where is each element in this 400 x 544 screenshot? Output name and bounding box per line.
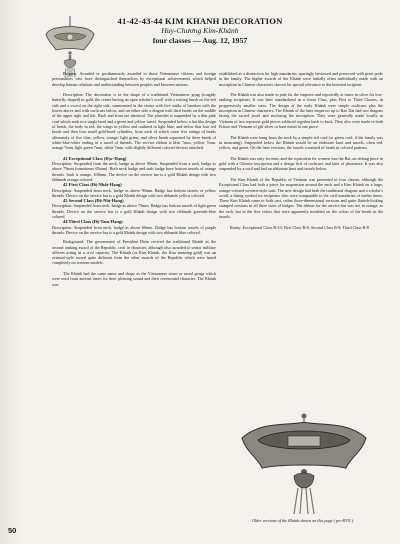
page-title: 41-42-43-44 KIM KHANH DECORATION: [117, 16, 283, 26]
continuation-paragraph: The Khánh had the same name and shape as the Vietnamese stone or metal gongs which were used from ancient times for their pleasing sound and their ceremonial character. The Khánh was: [52, 270, 216, 287]
description-paragraph: Description: The decoration is in the shape of a traditional Vietnamese gong (roughly butterfly shaped) in gold, the center having an open scholar's scroll with a writing brush on the left side and a sword on the right side, surmounted in the center with five stalks of bamboo with the leaves above and with curlicues below, and on either side a dragon with their heads on the middle of the upper right and left. Back and front are identical. The planchet is suspended by a thin pink cord which ends in a single bead and a green and yellow tassel. Suspended below, a hat like design of beads, the body in red, the wings in yellow and outlined in light blue, and below that four red beads and then four small gold-lined cylinders, from each of which come five strings of beads alternately of five blue, yellow, orange, light green, and silver beads separated by three beads of white-blue-white ending in a tassel of threads. The service ribbon is blue 7mm, yellow 7mm, orange 7mm, light green 7mm, white 7mm, with slightly different colored devices attached.: [52, 92, 216, 151]
class-42-description: Description: Suspended from neck, badge as above 90mm. Badge has bottom tassels of yellow threads. Device on the service bar is a gold Khánh design with two ribbands yellow colored.: [52, 187, 216, 198]
right-paragraph-4: The Khánh was only for men, and the equivalent for women was the Bai, an oblong piece in gold with a Chinese inscription and a design first of curlicues and later of phoenixes. It was also suspended by a cord and had an elaborate knot and tassels below.: [219, 155, 383, 172]
right-paragraph-3: The Khánh were hung from the neck by a simple red cord (or green cord, if the family was in mourning). Suspended below the Khánh would be an elaborate knot and tassels, often red, yellow, and green. On the later versions, the tassels consisted of beads in colored patterns.: [219, 134, 383, 151]
class-42-heading: 42 First Class (Đệ-Nhất-Hạng): [63, 182, 122, 188]
page-subtitle: Huy-Chương Kim-Khánh: [161, 26, 239, 35]
class-44-description: Description: Suspended from neck, badge as above 60mm. Badge has bottom tassels of purple threads. Device on the service bar is a gold Khánh design with two ribbands blue colored.: [52, 224, 216, 235]
right-paragraph-5: The Kim Khánh of the Republic of Vietnam was presented in four classes, although the Exceptional Class had both a piece for suspension around the neck and a Kim Khánh on a large, orange-colored western-style sash. The new design had both the traditional dragons and a scholar's scroll, a fitting symbol for recipients who were comparable to the civil mandarins of earlier times. These Kim Khánh came in both cast, rather three-dimensional versions and quite flattish-looking stamped versions in all three sizes of badges. The ribbon for the service bar was not in orange, as the sash, but in the five colors that were apparently modeled on the colors of the beads in the tassels.: [219, 176, 383, 220]
page-header: [0, 16, 400, 46]
class-44-heading: 44 Third Class (Đệ-Tam-Hạng): [63, 219, 123, 225]
background-paragraph: Background: The government of President Diem revived the traditional Khánh as the second ranking award of the Republic, civil in character, although also awarded to senior military officers acting in a civil capacity. The Khánh (or Kim Khánh, the Kim meaning gold) was an oriental-style award quite different from the other awards of the Republic which were based completely on western models.: [52, 239, 216, 266]
older-khanh-photo: [222, 412, 386, 516]
class-41-heading: 41 Exceptional Class (Đặc-Hạng): [63, 155, 127, 161]
right-paragraph-2: The Khánh was also made in jade for the emperor and reportedly at times in silver for low-ranking recipients. It was later standardized in a Great Class, plus First to Third Classes, in progressively smaller sizes. The design of the early Khánh were simple curlicues plus the inscription in Chinese characters. The Khánh of the later emperors up to Bao Dai had two dragons facing the sacred jewel and enclosing the inscription. They were generally made locally in Vietnam of two repousse gold pieces soldered together back to back. They also were made in both France and Vietnam of gilt silver or base metal in one piece.: [219, 92, 383, 129]
class-41-description: Description: Suspended from the neck, badge as above 90mm. Suspended from a sash, badge as above 75mm (sometimes 65mm). Both neck badge and sash badge have bottom tassels of orange threads. Sash is orange, 100mm. The device on the service bar is a gold Khánh design with two ribbands orange colored.: [52, 161, 216, 182]
photo-caption: Older versions of the Khánh shown on this page ( pre-RVN ).: [251, 518, 355, 523]
class-43-heading: 43 Second Class (Đệ-Nhị-Hạng): [63, 198, 124, 204]
class-43-description: Description: Suspended from neck, badge as above 75mm. Badge has bottom tassels of light green threads. Device on the service bar is a gold Khánh design with two ribbands greenish-blue colored.: [52, 203, 216, 220]
right-paragraph-1: established as a distinction for high mandarins, sparingly bestowed and preserved with great pride in the family. The higher awards of the Khánh were initially often individually made with an inscription in Chinese characters chosen for special relevance to the honored recipient.: [219, 71, 383, 87]
left-column: [52, 71, 216, 292]
right-column: [219, 71, 383, 235]
page-number: 50: [8, 526, 17, 535]
purpose-paragraph: Purpose: Awarded or posthumously awarded to those Vietnamese citizens and foreign personalities who have distinguished themselves by exceptional achievements which helped develop human relations and understanding between peoples and between nations.: [52, 71, 216, 87]
rarity-line: Rarity: Exceptional Class R-10; First Class R-8; Second Class R-9; Third Class R-8: [230, 224, 369, 230]
classes-date: four classes — Aug. 12, 1957: [152, 36, 248, 45]
